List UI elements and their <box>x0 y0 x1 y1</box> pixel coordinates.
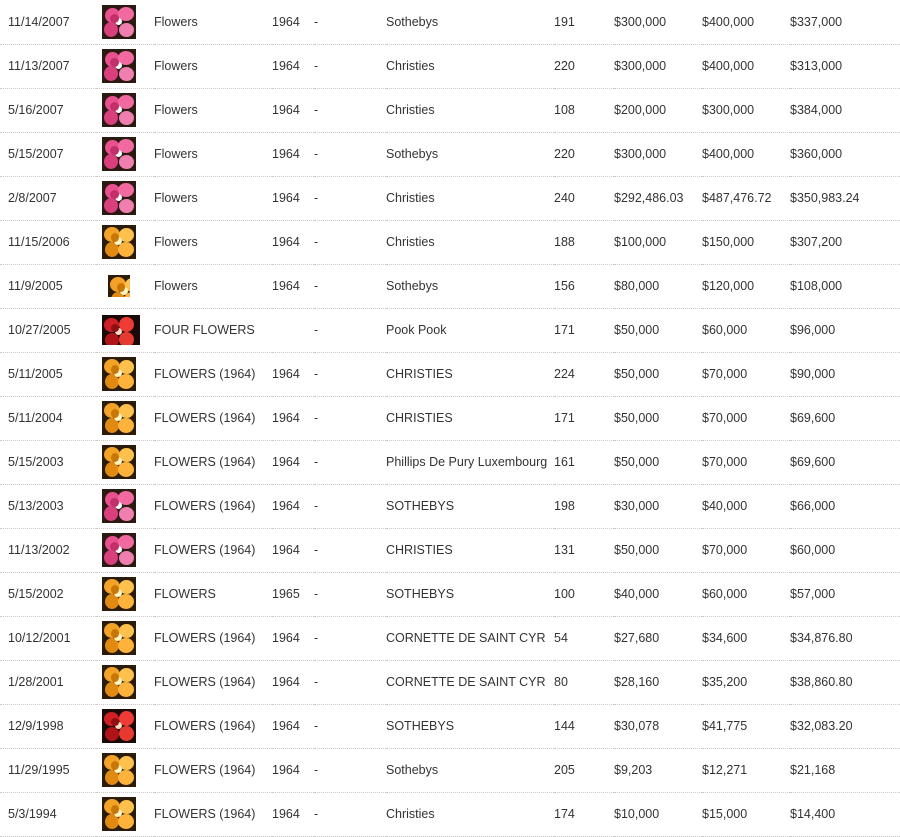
cell-low-estimate: $50,000 <box>614 440 702 484</box>
cell-auction-house: Christies <box>386 792 554 836</box>
cell-lot: 174 <box>554 792 614 836</box>
cell-sold-price: $337,000 <box>790 0 900 44</box>
orange-flowers-thumbnail[interactable] <box>102 621 136 655</box>
table-row[interactable] <box>0 44 900 88</box>
cell-sold-price: $384,000 <box>790 88 900 132</box>
cell-high-estimate: $70,000 <box>702 396 790 440</box>
cell-date: 11/14/2007 <box>0 0 96 44</box>
orange-flowers-thumbnail[interactable] <box>102 577 136 611</box>
cell-lot: 171 <box>554 308 614 352</box>
cell-thumbnail <box>96 132 154 176</box>
pink-flowers-thumbnail[interactable] <box>102 181 136 215</box>
cell-title[interactable]: FLOWERS (1964) <box>154 704 272 748</box>
cell-auction-house: SOTHEBYS <box>386 704 554 748</box>
table-row[interactable] <box>0 88 900 132</box>
cell-date: 5/13/2003 <box>0 484 96 528</box>
cell-edition: - <box>314 0 386 44</box>
cell-auction-house: Sothebys <box>386 264 554 308</box>
cell-thumbnail <box>96 0 154 44</box>
cell-sold-price: $90,000 <box>790 352 900 396</box>
table-row[interactable] <box>0 396 900 440</box>
orange-flowers-thumbnail[interactable] <box>102 665 136 699</box>
cell-edition: - <box>314 220 386 264</box>
cell-low-estimate: $50,000 <box>614 352 702 396</box>
cell-year: 1964 <box>272 132 314 176</box>
cell-thumbnail <box>96 484 154 528</box>
cell-year: 1964 <box>272 792 314 836</box>
cell-lot: 191 <box>554 0 614 44</box>
cell-auction-house: CHRISTIES <box>386 396 554 440</box>
cell-year: 1964 <box>272 176 314 220</box>
cell-high-estimate: $40,000 <box>702 484 790 528</box>
table-row[interactable] <box>0 704 900 748</box>
cell-date: 10/12/2001 <box>0 616 96 660</box>
cell-edition: - <box>314 484 386 528</box>
cell-sold-price: $34,876.80 <box>790 616 900 660</box>
cell-year: 1964 <box>272 616 314 660</box>
cell-date: 5/15/2003 <box>0 440 96 484</box>
cell-auction-house: Christies <box>386 220 554 264</box>
cell-date: 10/27/2005 <box>0 308 96 352</box>
cell-thumbnail <box>96 440 154 484</box>
table-row[interactable] <box>0 748 900 792</box>
table-row[interactable] <box>0 220 900 264</box>
cell-high-estimate: $60,000 <box>702 308 790 352</box>
cell-sold-price: $66,000 <box>790 484 900 528</box>
cell-year: 1964 <box>272 748 314 792</box>
orange-flowers-thumbnail[interactable] <box>102 797 136 831</box>
cell-auction-house: Christies <box>386 176 554 220</box>
cell-high-estimate: $41,775 <box>702 704 790 748</box>
cell-edition: - <box>314 440 386 484</box>
pink-flowers-thumbnail[interactable] <box>102 489 136 523</box>
cell-lot: 144 <box>554 704 614 748</box>
cell-low-estimate: $100,000 <box>614 220 702 264</box>
table-row[interactable] <box>0 308 900 352</box>
cell-date: 11/13/2002 <box>0 528 96 572</box>
cell-sold-price: $14,400 <box>790 792 900 836</box>
cell-low-estimate: $40,000 <box>614 572 702 616</box>
cell-thumbnail <box>96 396 154 440</box>
cell-thumbnail <box>96 308 154 352</box>
cell-title[interactable]: FLOWERS (1964) <box>154 616 272 660</box>
cell-lot: 108 <box>554 88 614 132</box>
cell-low-estimate: $27,680 <box>614 616 702 660</box>
cell-lot: 80 <box>554 660 614 704</box>
cell-title[interactable]: Flowers <box>154 88 272 132</box>
cell-auction-house: Sothebys <box>386 0 554 44</box>
cell-auction-house: SOTHEBYS <box>386 572 554 616</box>
cell-edition: - <box>314 748 386 792</box>
cell-year: 1964 <box>272 396 314 440</box>
cell-auction-house: CHRISTIES <box>386 352 554 396</box>
cell-year: 1964 <box>272 88 314 132</box>
cell-high-estimate: $60,000 <box>702 572 790 616</box>
cell-title[interactable]: Flowers <box>154 176 272 220</box>
cell-high-estimate: $35,200 <box>702 660 790 704</box>
cell-date: 11/15/2006 <box>0 220 96 264</box>
cell-year: 1964 <box>272 704 314 748</box>
table-row[interactable] <box>0 616 900 660</box>
cell-low-estimate: $300,000 <box>614 0 702 44</box>
cell-low-estimate: $300,000 <box>614 132 702 176</box>
cell-date: 5/16/2007 <box>0 88 96 132</box>
cell-lot: 54 <box>554 616 614 660</box>
cell-edition: - <box>314 528 386 572</box>
pink-flowers-thumbnail[interactable] <box>102 5 136 39</box>
cell-low-estimate: $30,078 <box>614 704 702 748</box>
cell-sold-price: $307,200 <box>790 220 900 264</box>
cell-title[interactable]: FLOWERS (1964) <box>154 484 272 528</box>
cell-low-estimate: $50,000 <box>614 308 702 352</box>
cell-edition: - <box>314 704 386 748</box>
cell-thumbnail <box>96 220 154 264</box>
cell-year: 1965 <box>272 572 314 616</box>
cell-lot: 156 <box>554 264 614 308</box>
cell-edition: - <box>314 88 386 132</box>
cell-high-estimate: $400,000 <box>702 44 790 88</box>
cell-auction-house: Christies <box>386 88 554 132</box>
cell-title[interactable]: FLOWERS (1964) <box>154 352 272 396</box>
cell-year: 1964 <box>272 0 314 44</box>
cell-year: 1964 <box>272 220 314 264</box>
cell-lot: 205 <box>554 748 614 792</box>
cell-year: 1964 <box>272 44 314 88</box>
cell-thumbnail <box>96 264 154 308</box>
cell-thumbnail <box>96 176 154 220</box>
table-row[interactable] <box>0 440 900 484</box>
cell-date: 5/15/2002 <box>0 572 96 616</box>
cell-high-estimate: $150,000 <box>702 220 790 264</box>
cell-date: 11/29/1995 <box>0 748 96 792</box>
cell-thumbnail <box>96 352 154 396</box>
cell-sold-price: $96,000 <box>790 308 900 352</box>
orange-flowers-thumbnail[interactable] <box>102 357 136 391</box>
cell-high-estimate: $15,000 <box>702 792 790 836</box>
cell-auction-house: Sothebys <box>386 132 554 176</box>
cell-low-estimate: $50,000 <box>614 528 702 572</box>
cell-high-estimate: $120,000 <box>702 264 790 308</box>
cell-sold-price: $360,000 <box>790 132 900 176</box>
cell-year <box>272 308 314 352</box>
cell-lot: 171 <box>554 396 614 440</box>
table-row[interactable] <box>0 176 900 220</box>
table-row[interactable] <box>0 352 900 396</box>
cell-edition: - <box>314 308 386 352</box>
cell-edition: - <box>314 132 386 176</box>
cell-date: 2/8/2007 <box>0 176 96 220</box>
cell-thumbnail <box>96 528 154 572</box>
cell-sold-price: $313,000 <box>790 44 900 88</box>
cell-thumbnail <box>96 572 154 616</box>
cell-sold-price: $32,083.20 <box>790 704 900 748</box>
cell-low-estimate: $292,486.03 <box>614 176 702 220</box>
cell-low-estimate: $200,000 <box>614 88 702 132</box>
cell-low-estimate: $9,203 <box>614 748 702 792</box>
pink-flowers-thumbnail[interactable] <box>102 137 136 171</box>
cell-thumbnail <box>96 616 154 660</box>
cell-low-estimate: $10,000 <box>614 792 702 836</box>
cell-low-estimate: $80,000 <box>614 264 702 308</box>
cell-title[interactable]: Flowers <box>154 264 272 308</box>
cell-edition: - <box>314 616 386 660</box>
cell-lot: 100 <box>554 572 614 616</box>
table-row[interactable] <box>0 572 900 616</box>
cell-auction-house: CORNETTE DE SAINT CYR <box>386 660 554 704</box>
table-row[interactable] <box>0 660 900 704</box>
cell-edition: - <box>314 352 386 396</box>
cell-sold-price: $21,168 <box>790 748 900 792</box>
cell-date: 5/11/2004 <box>0 396 96 440</box>
cell-auction-house: Pook Pook <box>386 308 554 352</box>
cell-high-estimate: $34,600 <box>702 616 790 660</box>
table-row[interactable] <box>0 792 900 836</box>
pink-flowers-thumbnail[interactable] <box>102 49 136 83</box>
table-row[interactable] <box>0 484 900 528</box>
cell-thumbnail <box>96 748 154 792</box>
cell-edition: - <box>314 792 386 836</box>
cell-lot: 224 <box>554 352 614 396</box>
cell-title[interactable]: Flowers <box>154 132 272 176</box>
cell-date: 12/9/1998 <box>0 704 96 748</box>
cell-sold-price: $38,860.80 <box>790 660 900 704</box>
cell-high-estimate: $400,000 <box>702 132 790 176</box>
cell-title[interactable]: FLOWERS (1964) <box>154 792 272 836</box>
red-flowers-thumbnail-wide[interactable] <box>102 315 140 345</box>
cell-thumbnail <box>96 704 154 748</box>
cell-title[interactable]: Flowers <box>154 220 272 264</box>
cell-lot: 240 <box>554 176 614 220</box>
cell-high-estimate: $487,476.72 <box>702 176 790 220</box>
table-row[interactable] <box>0 264 900 308</box>
cell-auction-house: SOTHEBYS <box>386 484 554 528</box>
cell-low-estimate: $30,000 <box>614 484 702 528</box>
cell-auction-house: Phillips De Pury Luxembourg <box>386 440 554 484</box>
orange-flowers-thumbnail[interactable] <box>102 753 136 787</box>
cell-year: 1964 <box>272 528 314 572</box>
cell-title[interactable]: FLOWERS (1964) <box>154 748 272 792</box>
cell-title[interactable]: FLOWERS (1964) <box>154 440 272 484</box>
table-row[interactable] <box>0 0 900 44</box>
cell-sold-price: $69,600 <box>790 396 900 440</box>
orange-flowers-thumbnail[interactable] <box>102 401 136 435</box>
cell-auction-house: CORNETTE DE SAINT CYR <box>386 616 554 660</box>
cell-auction-house: Christies <box>386 44 554 88</box>
cell-thumbnail <box>96 792 154 836</box>
cell-lot: 188 <box>554 220 614 264</box>
table-row[interactable] <box>0 132 900 176</box>
cell-title[interactable]: FLOWERS (1964) <box>154 660 272 704</box>
cell-title[interactable]: FLOWERS (1964) <box>154 528 272 572</box>
cell-high-estimate: $70,000 <box>702 352 790 396</box>
cell-title[interactable]: FOUR FLOWERS <box>154 308 272 352</box>
cell-edition: - <box>314 176 386 220</box>
cell-title[interactable]: FLOWERS <box>154 572 272 616</box>
cell-high-estimate: $300,000 <box>702 88 790 132</box>
cell-lot: 131 <box>554 528 614 572</box>
cell-lot: 220 <box>554 44 614 88</box>
cell-sold-price: $69,600 <box>790 440 900 484</box>
cell-thumbnail <box>96 660 154 704</box>
table-row[interactable] <box>0 528 900 572</box>
cell-low-estimate: $28,160 <box>614 660 702 704</box>
cell-low-estimate: $300,000 <box>614 44 702 88</box>
orange-flowers-thumbnail[interactable] <box>102 445 136 479</box>
cell-year: 1964 <box>272 660 314 704</box>
cell-date: 11/13/2007 <box>0 44 96 88</box>
cell-lot: 198 <box>554 484 614 528</box>
cell-thumbnail <box>96 44 154 88</box>
cell-low-estimate: $50,000 <box>614 396 702 440</box>
orange-flowers-thumbnail-small[interactable] <box>108 275 130 297</box>
cell-high-estimate: $400,000 <box>702 0 790 44</box>
cell-sold-price: $350,983.24 <box>790 176 900 220</box>
cell-lot: 161 <box>554 440 614 484</box>
cell-date: 11/9/2005 <box>0 264 96 308</box>
cell-date: 5/3/1994 <box>0 792 96 836</box>
pink-flowers-thumbnail[interactable] <box>102 533 136 567</box>
cell-date: 1/28/2001 <box>0 660 96 704</box>
cell-high-estimate: $70,000 <box>702 440 790 484</box>
cell-edition: - <box>314 264 386 308</box>
pink-flowers-thumbnail[interactable] <box>102 93 136 127</box>
cell-high-estimate: $12,271 <box>702 748 790 792</box>
cell-thumbnail <box>96 88 154 132</box>
cell-edition: - <box>314 660 386 704</box>
cell-year: 1964 <box>272 440 314 484</box>
cell-edition: - <box>314 572 386 616</box>
orange-flowers-thumbnail[interactable] <box>102 225 136 259</box>
cell-title[interactable]: FLOWERS (1964) <box>154 396 272 440</box>
cell-auction-house: CHRISTIES <box>386 528 554 572</box>
cell-sold-price: $57,000 <box>790 572 900 616</box>
cell-title[interactable]: Flowers <box>154 44 272 88</box>
cell-date: 5/11/2005 <box>0 352 96 396</box>
cell-edition: - <box>314 44 386 88</box>
cell-auction-house: Sothebys <box>386 748 554 792</box>
cell-sold-price: $60,000 <box>790 528 900 572</box>
red-flowers-thumbnail[interactable] <box>102 709 136 743</box>
cell-high-estimate: $70,000 <box>702 528 790 572</box>
cell-year: 1964 <box>272 484 314 528</box>
cell-lot: 220 <box>554 132 614 176</box>
cell-year: 1964 <box>272 352 314 396</box>
cell-sold-price: $108,000 <box>790 264 900 308</box>
cell-edition: - <box>314 396 386 440</box>
cell-year: 1964 <box>272 264 314 308</box>
cell-date: 5/15/2007 <box>0 132 96 176</box>
cell-title[interactable]: Flowers <box>154 0 272 44</box>
